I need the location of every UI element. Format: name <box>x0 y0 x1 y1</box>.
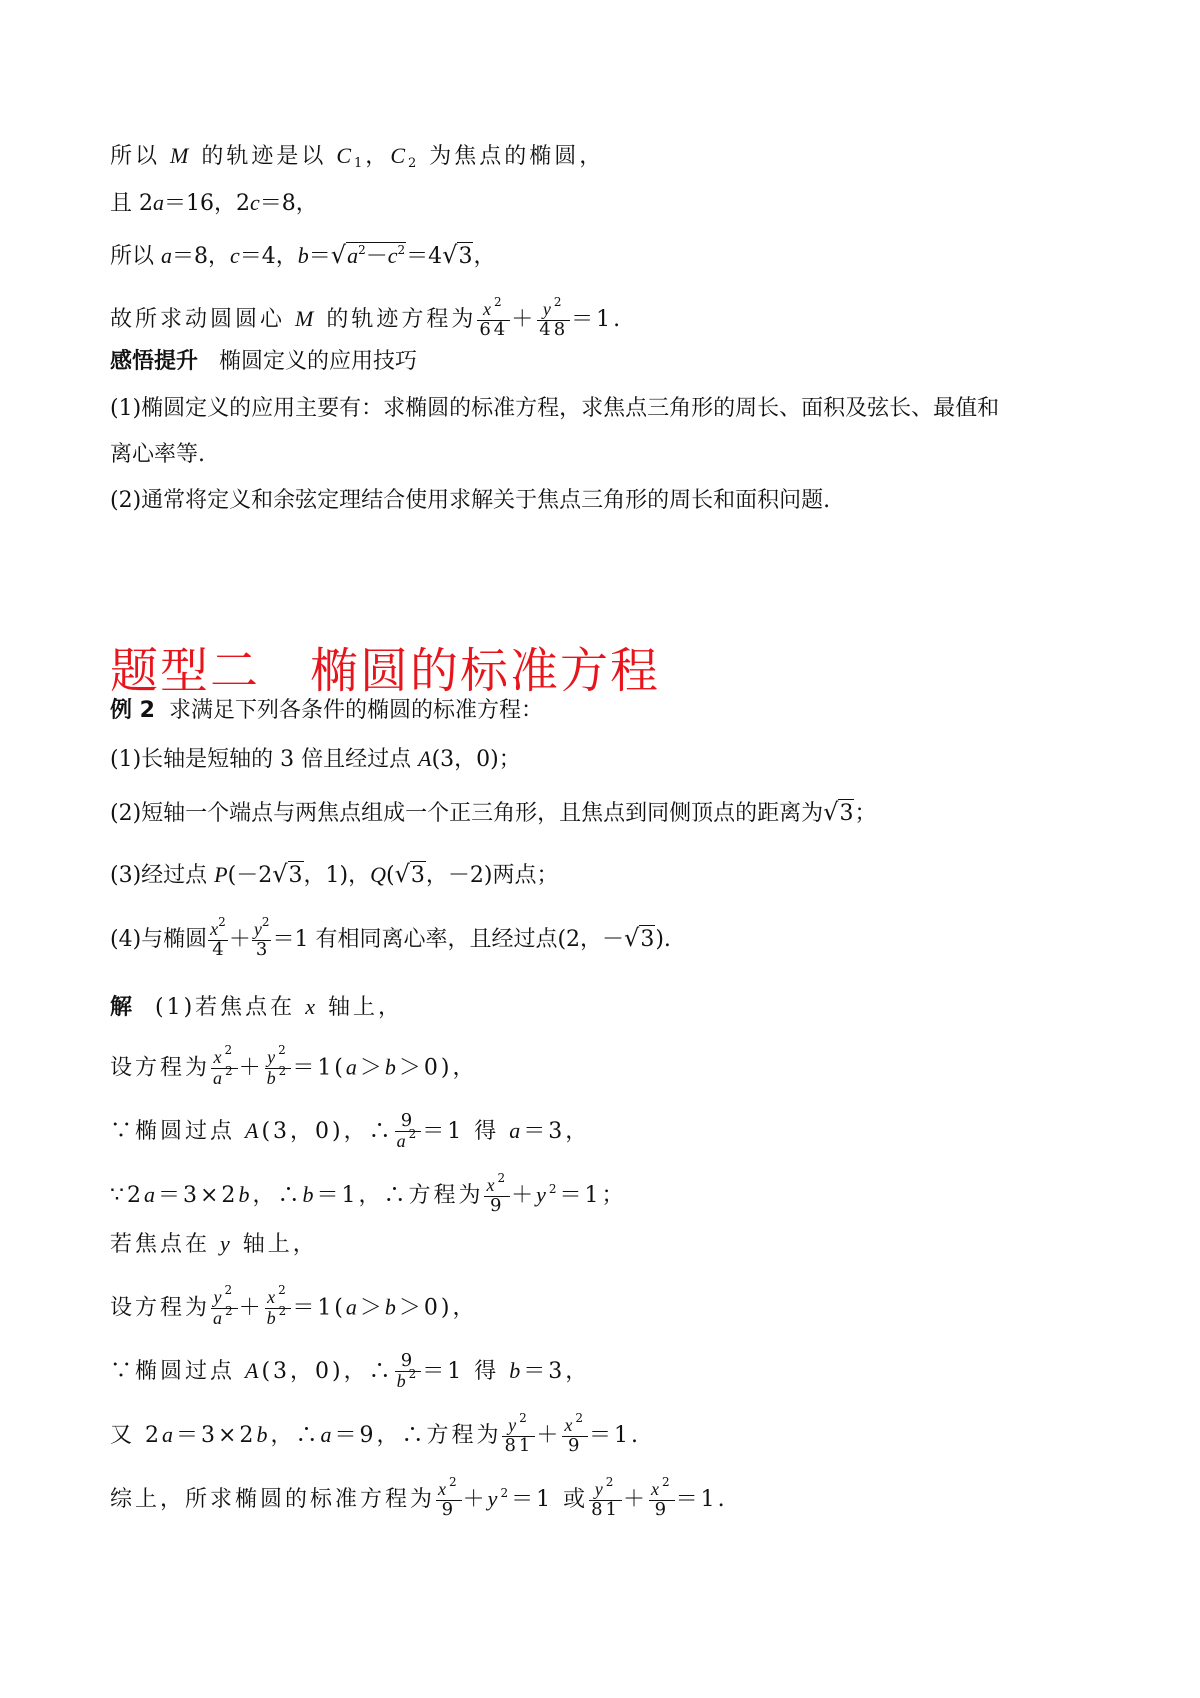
fraction: $\frac{x^2}{b^2}$ <box>266 1283 290 1328</box>
fraction: $\frac{x^2}{9}$ <box>564 1411 587 1456</box>
sqrt-expression: √3 <box>624 923 655 952</box>
fraction: $\frac{x^2}{a^2}$ <box>213 1043 236 1088</box>
fraction: $\frac{y^2}{81}$ <box>591 1475 620 1520</box>
text-line: 解 (1)若焦点在 x 轴上， <box>110 994 403 1020</box>
fraction: $\frac{x^2}{9}$ <box>651 1475 673 1520</box>
text-line: 所以 a＝8，c＝4，$b=√a^2-c^2=4√3$， <box>110 241 496 269</box>
text-line: (1)长轴是短轴的 3 倍且经过点 A(3，0)； <box>110 746 521 772</box>
text-line: (3)经过点 P(－2√3，1)，Q(√3，－2)两点； <box>110 860 559 888</box>
example-label: 例 2 <box>110 698 155 723</box>
fraction: $\frac{y^2}{b^2}$ <box>266 1043 290 1088</box>
text-line: ∵椭圆过点 A(3，0)，∴ $\frac{9}{b^2}$ ＝1 得 b＝3， <box>110 1350 591 1391</box>
text-line: 故所求动圆圆心 M 的轨迹方程为 $\frac{x^2}{64}$ ＋ $\frac{y^2}{48}$ ＝1. <box>110 295 624 340</box>
fraction: $\frac{y^2}{a^2}$ <box>213 1283 236 1328</box>
sqrt-expression: √3 <box>442 241 473 269</box>
text-line: 又 2a＝3×2b，∴a＝9，∴方程为 $\frac{y^2}{81}$ ＋ $\frac{x^2}{9}$ ＝1. <box>110 1411 642 1456</box>
sqrt-expression: √3 <box>272 860 303 888</box>
text-line: (2)通常将定义和余弦定理结合使用求解关于焦点三角形的周长和面积问题. <box>110 488 831 513</box>
fraction: $\frac{x^2}{9}$ <box>438 1475 460 1520</box>
fraction: $\frac{y^2}{3}$ <box>253 915 270 960</box>
text-line: 离心率等. <box>110 442 205 467</box>
text-line: (1)椭圆定义的应用主要有：求椭圆的标准方程，求焦点三角形的周长、面积及弦长、最值和 <box>110 396 1000 421</box>
fraction: $\frac{x^2}{4}$ <box>210 915 226 960</box>
text-line: 例 2 求满足下列各条件的椭圆的标准方程： <box>110 698 543 723</box>
text-line: 设方程为 $\frac{x^2}{a^2}$ ＋ $\frac{y^2}{b^2}$ ＝1(a＞b＞0)， <box>110 1043 478 1088</box>
fraction: $\frac{9}{b^2}$ <box>396 1350 420 1391</box>
sqrt-expression: √3 <box>823 798 854 826</box>
text-line: 若焦点在 y 轴上， <box>110 1231 318 1257</box>
text-line: 感悟提升 椭圆定义的应用技巧 <box>110 349 418 374</box>
text-line: (2)短轴一个端点与两焦点组成一个正三角形，且焦点到同侧顶点的距离为√3； <box>110 798 877 826</box>
fraction: $\frac{y^2}{48}$ <box>539 295 569 340</box>
text-line: 且 2a＝16，2c＝8， <box>110 190 318 216</box>
section-heading: 题型二 椭圆的标准方程 <box>110 643 661 699</box>
fraction: $\frac{x^2}{9}$ <box>486 1171 509 1216</box>
sqrt-expression: √3 <box>394 860 425 888</box>
section-label: 感悟提升 <box>110 349 199 374</box>
text-line: ∵椭圆过点 A(3，0)，∴ $\frac{9}{a^2}$ ＝1 得 a＝3， <box>110 1110 591 1151</box>
text-line: 设方程为 $\frac{y^2}{a^2}$ ＋ $\frac{x^2}{b^2}$ ＝1(a＞b＞0)， <box>110 1283 478 1328</box>
solution-label: 解 <box>110 995 136 1020</box>
fraction: $\frac{9}{a^2}$ <box>396 1110 420 1151</box>
fraction: $\frac{x^2}{64}$ <box>479 295 509 340</box>
sqrt-expression: $√a^2-c^2$ <box>330 241 406 269</box>
text-line: 综上，所求椭圆的标准方程为 $\frac{x^2}{9}$ $+y^2=1$ 或 $\frac{y^2}{81}$ ＋ $\frac{x^2}{9}$ ＝1. <box>110 1475 728 1520</box>
text-line: ∵2a＝3×2b，∴b＝1，∴方程为 $\frac{x^2}{9}$ $+y^2=1$； <box>110 1171 627 1216</box>
fraction: $\frac{y^2}{81}$ <box>504 1411 534 1456</box>
text-line: (4)与椭圆 $\frac{x^2}{4}$ ＋ $\frac{y^2}{3}$ ＝1 有相同离心率，且经过点(2，－√3). <box>110 915 671 960</box>
text-line: 所以 M 的轨迹是以 $C_1$，$C_2$ 为焦点的椭圆， <box>110 143 605 171</box>
